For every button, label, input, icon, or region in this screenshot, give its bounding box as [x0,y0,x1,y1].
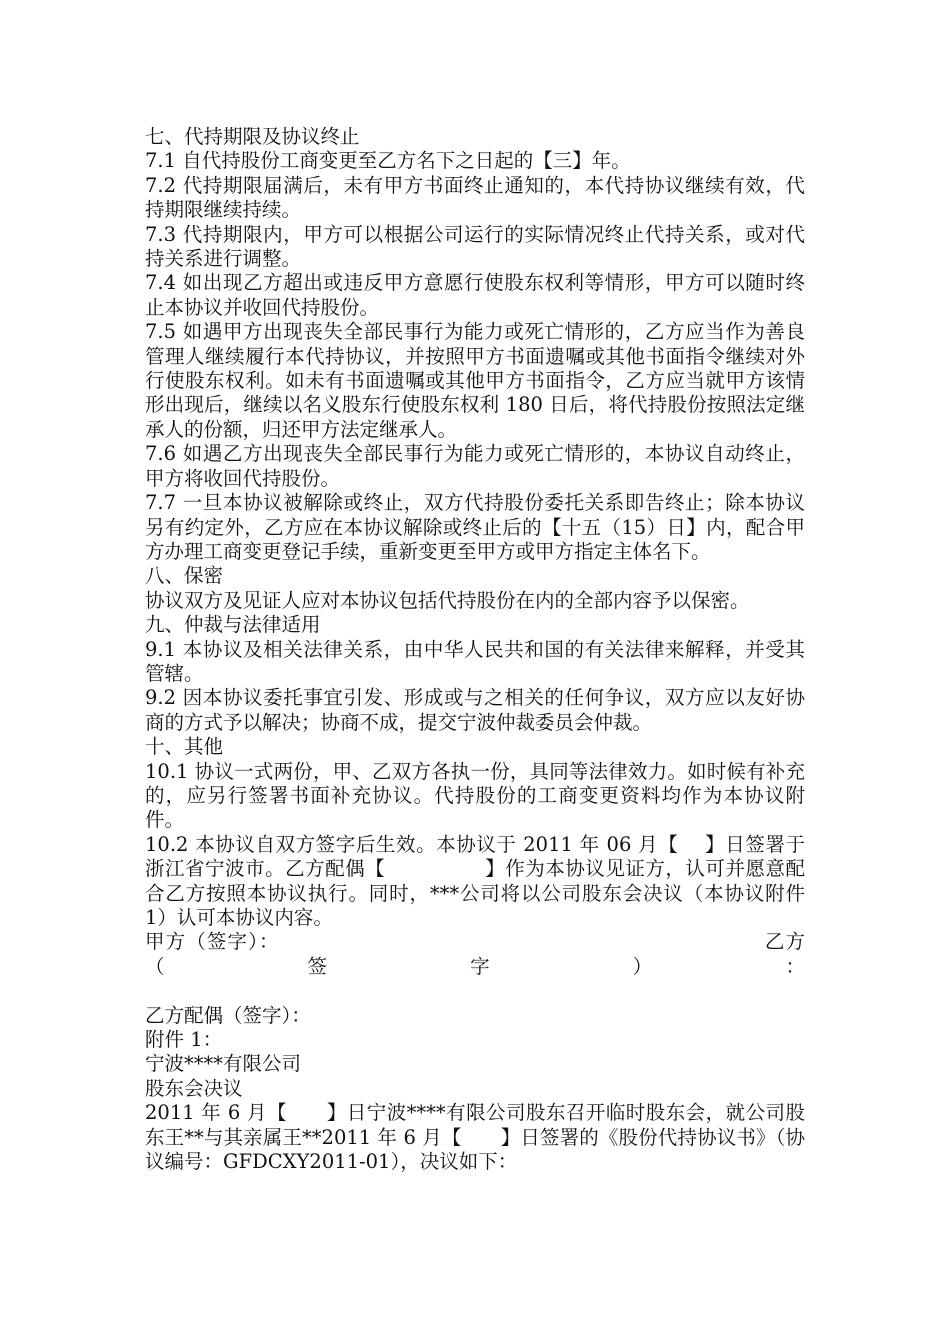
section-7-heading: 七、代持期限及协议终止 [145,125,360,148]
clause-7-2: 7.2 代持期限届满后，未有甲方书面终止通知的，本代持协议继续有效，代持期限继续持续。 [145,173,805,222]
company-name: 宁波****有限公司 [145,1052,302,1076]
clause-9-1: 9.1 本协议及相关法律关系，由中华人民共和国的有关法律来解释，并受其管辖。 [145,637,805,685]
clause-8-body: 协议双方及见证人应对本协议包括代持股份在内的全部内容予以保密。 [145,588,750,612]
section-8-heading: 八、保密 [145,564,224,588]
clause-7-4: 7.4 如出现乙方超出或违反甲方意愿行使股东权利等情形，甲方可以随时终止本协议并收回代持股份。 [145,271,805,319]
attachment-label: 附件 1： [145,1028,223,1052]
clause-10-1: 10.1 协议一式两份，甲、乙双方各执一份，具同等法律效力。如时候有补充的，应另行签署书面补充协议。代持股份的工商变更资料均作为本协议附件。 [145,759,805,832]
clause-7-1: 7.1 自代持股份工商变更至乙方名下之日起的【三】年。 [145,149,631,173]
clause-9-2: 9.2 因本协议委托事宜引发、形成或与之相关的任何争议，双方应以友好协商的方式予以解决；协商不成，提交宁波仲裁委员会仲裁。 [145,686,805,734]
section-10-heading: 十、其他 [145,735,224,759]
section-9-heading: 九、仲裁与法律适用 [145,613,321,637]
document-page [145,125,805,1174]
spouse-signature: 乙方配偶（签字）： [145,1003,311,1027]
clause-7-7: 7.7 一旦本协议被解除或终止，双方代持股份委托关系即告终止；除本协议另有约定外，乙方应在本协议解除或终止后的【十五（15）日】内，配合甲方办理工商变更登记手续，重新变更至甲方或甲方指定主体名下。 [145,491,805,563]
signature-line: 甲方（签字）： 乙方（签字）： [145,930,805,978]
resolution-body: 2011 年 6 月【 】日宁波****有限公司股东召开临时股东会，就公司股东王**与其亲属王**2011 年 6 月【 】日签署的《股份代持协议书》（协议编号：GFDCXY2011-01），决议如下： [145,1101,805,1174]
clause-7-6: 7.6 如遇乙方出现丧失全部民事行为能力或死亡情形的，本协议自动终止，甲方将收回代持股份。 [145,442,805,490]
clause-10-2: 10.2 本协议自双方签字后生效。本协议于 2011 年 06 月【 】日签署于浙江省宁波市。乙方配偶【 】作为本协议见证方，认可并愿意配合乙方按照本协议执行。同时，***公司将以公司股东会决议（本协议附件 1）认可本协议内容。 [145,832,805,929]
clause-7-3: 7.3 代持期限内，甲方可以根据公司运行的实际情况终止代持关系，或对代持关系进行调整。 [145,222,805,271]
resolution-title: 股东会决议 [145,1076,243,1100]
clause-7-5: 7.5 如遇甲方出现丧失全部民事行为能力或死亡情形的，乙方应当作为善良管理人继续履行本代持协议，并按照甲方书面遗嘱或其他书面指令继续对外行使股东权利。如未有书面遗嘱或其他甲方书面指令，乙方应当就甲方该情形出现后，继续以名义股东行使股东权利 180 日后，将代持股份按照法定继承人的份额，归还甲方法定继承人。 [145,320,805,441]
